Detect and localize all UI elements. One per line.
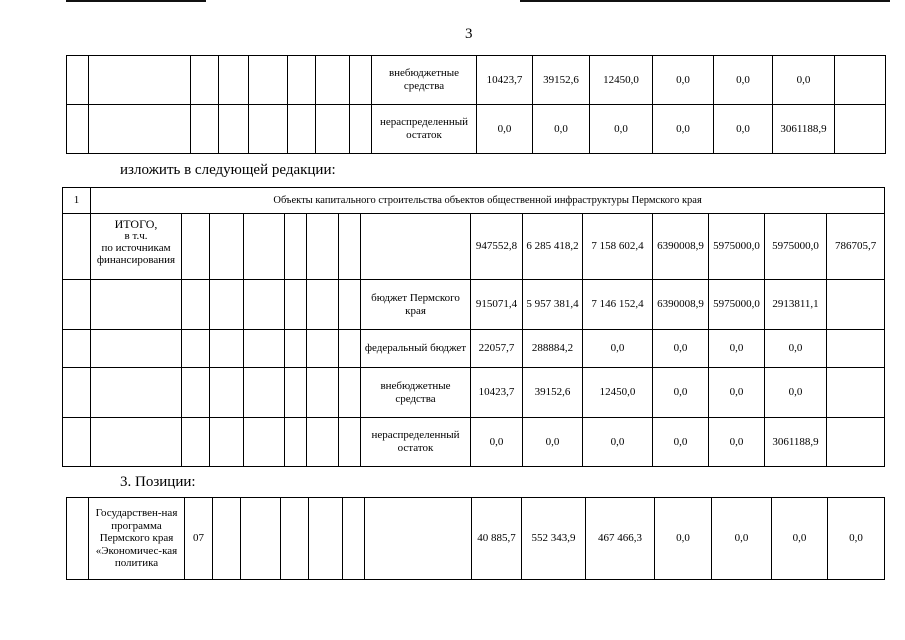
table-row [63, 330, 885, 368]
cell-value: 5975000,0 [765, 214, 827, 280]
row-label: федеральный бюджет [361, 330, 471, 368]
table-row [67, 498, 885, 580]
cell-value: 947552,8 [471, 214, 523, 280]
top-table [66, 55, 886, 154]
cell-value: 0,0 [773, 56, 835, 105]
cell-value: 12450,0 [590, 56, 653, 105]
table-row [63, 188, 885, 214]
cell-value: 6 285 418,2 [523, 214, 583, 280]
scan-edge-line [520, 0, 890, 2]
cell-value: 0,0 [709, 368, 765, 418]
program-name: Государствен-ная программа Пермского края «Экономичес-кая политика [89, 498, 185, 580]
section-heading: 3. Позиции: [120, 474, 196, 490]
total-caption: по источникам финансирования [96, 242, 176, 266]
row-label: бюджет Пермского края [361, 280, 471, 330]
cell-value: 10423,7 [477, 56, 533, 105]
main-table [62, 187, 885, 467]
table-row [67, 105, 886, 154]
program-code: 07 [185, 498, 213, 580]
cell-value: 5975000,0 [709, 280, 765, 330]
page-number: 3 [465, 26, 473, 42]
cell-value: 0,0 [765, 330, 827, 368]
table-row [63, 280, 885, 330]
row-label: нераспределенный остаток [361, 418, 471, 467]
cell-value: 0,0 [653, 368, 709, 418]
cell-value: 3061188,9 [765, 418, 827, 467]
cell-value: 2913811,1 [765, 280, 827, 330]
row-label: внебюджетные средства [372, 56, 477, 105]
cell-value: 0,0 [590, 105, 653, 154]
total-title: ИТОГО, [114, 217, 158, 231]
cell-value: 288884,2 [523, 330, 583, 368]
cell-value: 915071,4 [471, 280, 523, 330]
cell-value: 0,0 [583, 418, 653, 467]
total-label [91, 214, 182, 280]
cell-value: 0,0 [523, 418, 583, 467]
cell-value: 0,0 [653, 105, 714, 154]
row-number: 1 [63, 188, 91, 214]
cell-value: 0,0 [714, 105, 773, 154]
table-row [63, 418, 885, 467]
cell-value: 6390008,9 [653, 214, 709, 280]
table-row [63, 368, 885, 418]
cell-value: 12450,0 [583, 368, 653, 418]
cell-value: 0,0 [653, 418, 709, 467]
cell-value: 0,0 [709, 330, 765, 368]
cell-value: 0,0 [765, 368, 827, 418]
cell-value: 39152,6 [523, 368, 583, 418]
table-row [67, 56, 886, 105]
cell-value: 467 466,3 [586, 498, 655, 580]
table-row [63, 214, 885, 280]
cell-value: 7 146 152,4 [583, 280, 653, 330]
cell-value: 0,0 [653, 56, 714, 105]
cell-value: 0,0 [712, 498, 772, 580]
row-label: нераспределенный остаток [372, 105, 477, 154]
cell-value: 3061188,9 [773, 105, 835, 154]
cell-value: 0,0 [828, 498, 885, 580]
cell-value: 0,0 [477, 105, 533, 154]
row-label: внебюджетные средства [361, 368, 471, 418]
cell-value: 0,0 [533, 105, 590, 154]
cell-value: 5975000,0 [709, 214, 765, 280]
cell-value: 7 158 602,4 [583, 214, 653, 280]
cell-value: 22057,7 [471, 330, 523, 368]
cell-value: 0,0 [655, 498, 712, 580]
cell-value: 0,0 [471, 418, 523, 467]
cell-value: 39152,6 [533, 56, 590, 105]
cell-value: 40 885,7 [472, 498, 522, 580]
cell-value: 5 957 381,4 [523, 280, 583, 330]
total-subtitle: в т.ч. [124, 230, 148, 242]
cell-value: 0,0 [772, 498, 828, 580]
intro-text: изложить в следующей редакции: [120, 162, 336, 178]
cell-value: 10423,7 [471, 368, 523, 418]
section-header: Объекты капитального строительства объектов общественной инфраструктуры Пермского края [91, 188, 885, 214]
cell-value: 0,0 [709, 418, 765, 467]
cell-value: 0,0 [653, 330, 709, 368]
cell-value: 0,0 [714, 56, 773, 105]
cell-value: 0,0 [583, 330, 653, 368]
scan-edge-line [66, 0, 206, 2]
cell-value: 786705,7 [827, 214, 885, 280]
position-table [66, 497, 885, 580]
cell-value: 552 343,9 [522, 498, 586, 580]
cell-value: 6390008,9 [653, 280, 709, 330]
